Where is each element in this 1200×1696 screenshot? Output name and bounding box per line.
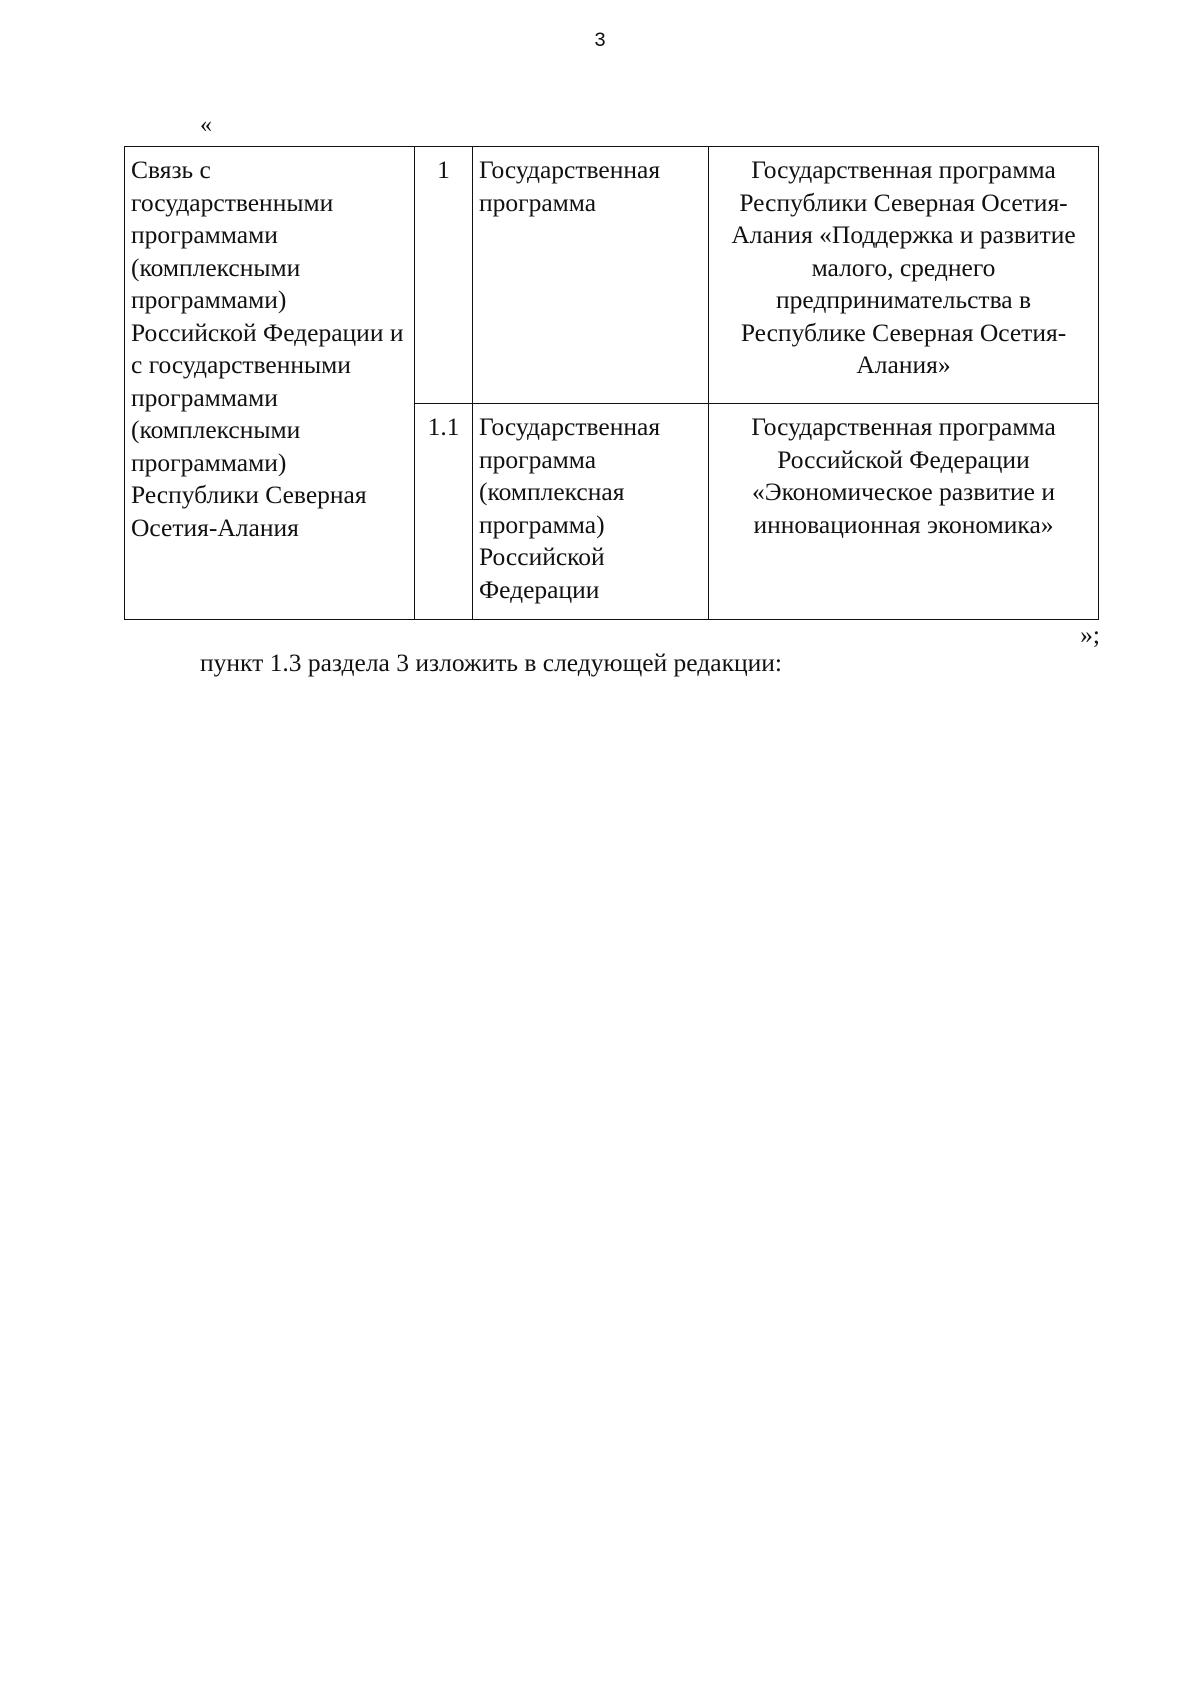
page-number: 3 bbox=[593, 30, 606, 53]
program-link-table bbox=[124, 146, 1099, 620]
row-number-cell: 1 bbox=[415, 147, 473, 404]
row-number-cell: 1.1 bbox=[415, 404, 473, 620]
closing-quote-mark: »; bbox=[1080, 620, 1100, 649]
opening-quote-mark: « bbox=[200, 112, 212, 138]
table-row bbox=[125, 147, 1099, 404]
program-type-cell: Государственная программа (комплексная программа) Российской Федерации bbox=[473, 404, 709, 620]
table-label-cell: Связь с государственными программами (комплексными программами) Российской Федерации и с государственными программами (комплексными программами) Республики Северная Осетия-Алания bbox=[125, 147, 415, 620]
program-type-cell: Государственная программа bbox=[473, 147, 709, 404]
body-paragraph: пункт 1.3 раздела 3 изложить в следующей редакции: bbox=[200, 648, 782, 677]
program-name-cell: Государственная программа Российской Федерации «Экономическое развитие и инновационная экономика» bbox=[709, 404, 1099, 620]
program-name-cell: Государственная программа Республики Северная Осетия-Алания «Поддержка и развитие малого, среднего предпринимательства в Республике Северная Осетия-Алания» bbox=[709, 147, 1099, 404]
